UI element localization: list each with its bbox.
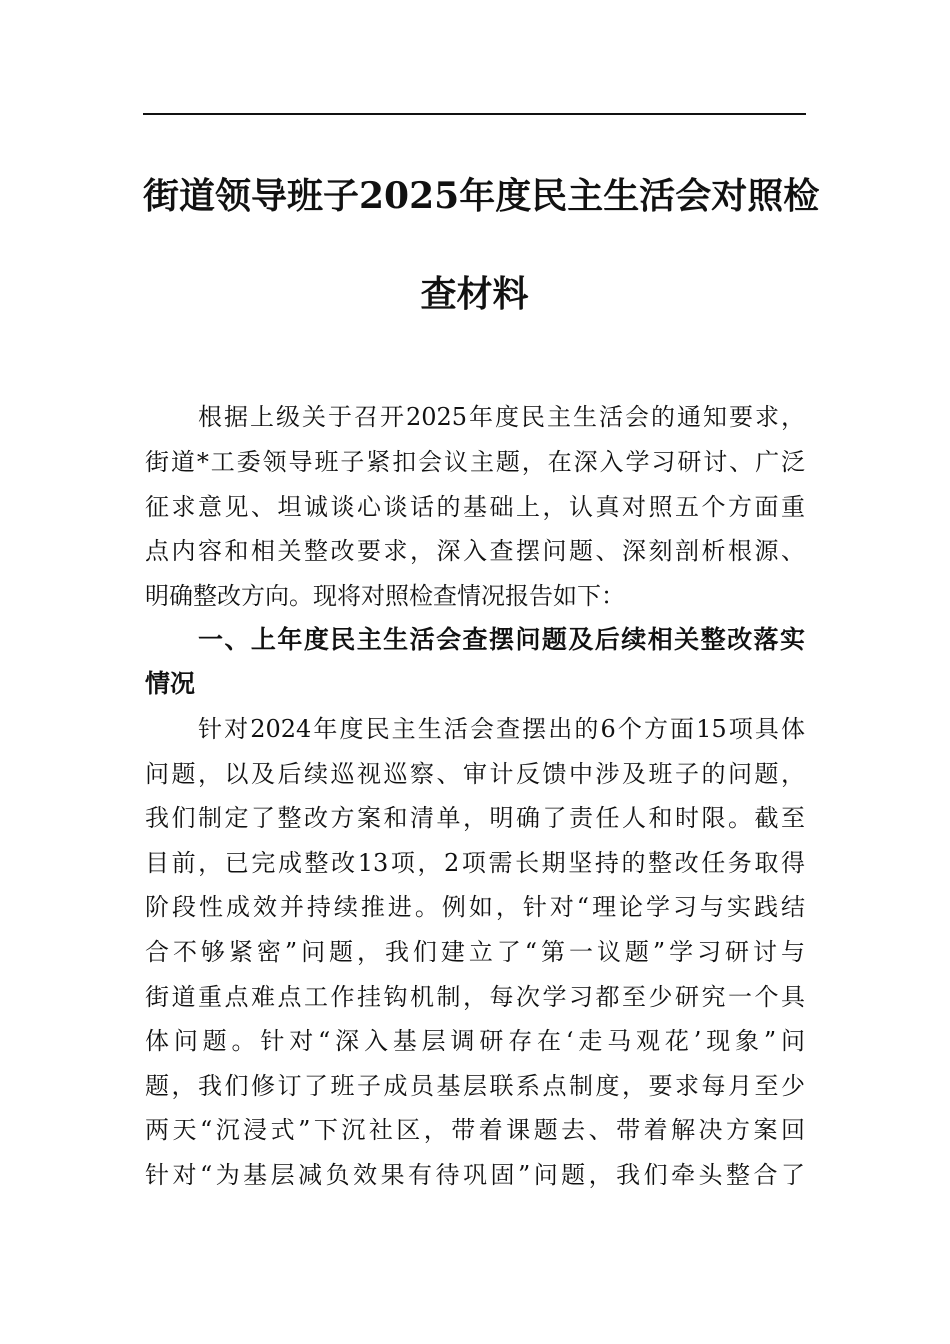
section-heading-line: 情况 <box>145 669 196 698</box>
header-rule <box>143 113 806 115</box>
intro-line: 点内容和相关整改要求，深入查摆问题、深刻剖析根源、 <box>145 537 805 565</box>
intro-line: 街道*工委领导班子紧扣会议主题，在深入学习研讨、广泛 <box>145 448 805 476</box>
intro-line: 征求意见、坦诚谈心谈话的基础上，认真对照五个方面重 <box>145 493 805 521</box>
body-line: 问题，以及后续巡视巡察、审计反馈中涉及班子的问题， <box>145 760 805 788</box>
body-line: 题，我们修订了班子成员基层联系点制度，要求每月至少 <box>145 1072 805 1100</box>
body-line: 体问题。针对“深入基层调研存在‘走马观花’现象”问 <box>145 1027 805 1055</box>
intro-line: 根据上级关于召开2025年度民主生活会的通知要求， <box>198 403 805 431</box>
section-heading-line: 一、上年度民主生活会查摆问题及后续相关整改落实 <box>198 625 805 654</box>
body-line: 目前，已完成整改13项，2项需长期坚持的整改任务取得 <box>145 849 805 877</box>
body-line: 两天“沉浸式”下沉社区，带着课题去、带着解决方案回 <box>145 1116 805 1144</box>
intro-line: 明确整改方向。现将对照检查情况报告如下： <box>145 582 625 610</box>
body-line: 针对“为基层减负效果有待巩固”问题，我们牵头整合了 <box>145 1161 805 1189</box>
document-title-line-1: 街道领导班子2025年度民主生活会对照检 <box>143 175 820 217</box>
body-line: 街道重点难点工作挂钩机制，每次学习都至少研究一个具 <box>145 983 805 1011</box>
body-line: 阶段性成效并持续推进。例如，针对“理论学习与实践结 <box>145 893 805 921</box>
body-line: 针对2024年度民主生活会查摆出的6个方面15项具体 <box>198 715 805 743</box>
document-title-line-2: 查材料 <box>420 273 529 315</box>
body-line: 我们制定了整改方案和清单，明确了责任人和时限。截至 <box>145 804 805 832</box>
body-line: 合不够紧密”问题，我们建立了“第一议题”学习研讨与 <box>145 938 805 966</box>
